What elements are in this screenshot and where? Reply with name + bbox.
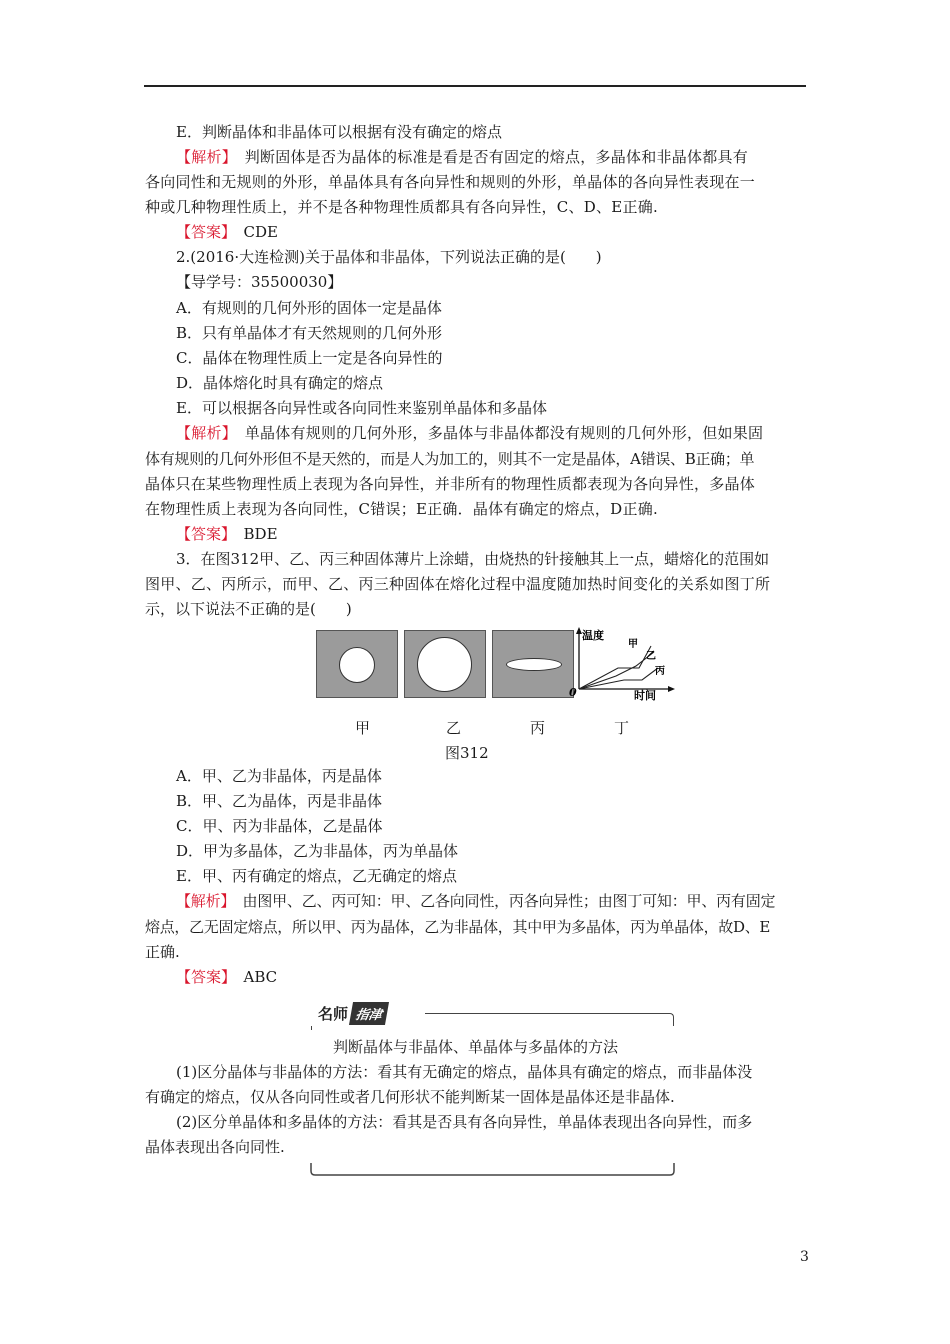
figure-312 (316, 630, 676, 700)
q2-option-e: E．可以根据各向异性或各向同性来鉴别单晶体和多晶体 (176, 399, 547, 417)
analysis-tag: 【解析】 (176, 148, 230, 166)
tip-header-corner (311, 1026, 320, 1030)
q3-option-c: C．甲、丙为非晶体，乙是晶体 (176, 817, 383, 835)
origin-label: 0 (569, 686, 577, 699)
figure-label-jia: 甲 (355, 719, 371, 737)
header-rule (144, 85, 806, 87)
analysis-text: 判断固体是否为晶体的标准是看是否有固定的熔点，多晶体和非晶体都具有 (244, 148, 749, 166)
q2-option-c: C．晶体在物理性质上一定是各向异性的 (176, 349, 443, 367)
q1-answer (176, 222, 838, 242)
x-axis-arrow (668, 686, 675, 692)
q1-option-e: E．判断晶体和非晶体可以根据有没有确定的熔点 (176, 123, 502, 141)
figure-label-bing: 丙 (530, 719, 546, 737)
q3-option-a: A．甲、乙为非晶体，丙是晶体 (176, 767, 382, 785)
q2-analysis-line-2: 体有规则的几何外形但不是天然的，而是人为加工的，则其不一定是晶体，A错误、B正确；单 (145, 450, 755, 468)
answer-tag: 【答案】 (176, 223, 229, 241)
tip-title: 判断晶体与非晶体、单晶体与多晶体的方法 (333, 1038, 619, 1056)
q3-stem-line-1: 3．在图312甲、乙、丙三种固体薄片上涂蜡，由烧热的针接触其上一点，蜡熔化的范围如 (176, 550, 770, 568)
q2-guide-number: 【导学号：35500030】 (176, 273, 343, 291)
curve-bing (579, 668, 658, 689)
tip-badge (315, 1001, 387, 1025)
q3-option-d: D．甲为多晶体，乙为非晶体，丙为单晶体 (176, 842, 459, 860)
panel-bing (492, 630, 574, 698)
answer-text: CDE (243, 223, 278, 241)
melt-circle-small (339, 647, 375, 683)
tip-header (311, 1000, 675, 1030)
tip-header-rule (425, 1013, 674, 1026)
q2-option-b: B．只有单晶体才有天然规则的几何外形 (176, 324, 443, 342)
panel-jia (316, 630, 398, 698)
q3-analysis-line-2: 熔点，乙无固定熔点，所以甲、丙为晶体，乙为非晶体，其中甲为多晶体，丙为单晶体，故D、E (145, 918, 771, 936)
figure-label-yi: 乙 (446, 719, 462, 737)
q2-analysis-line-3: 晶体只在某些物理性质上表现为各向异性，并非所有的物理性质都表现为各向异性，多晶体 (145, 475, 756, 493)
x-axis-label: 时间 (634, 689, 656, 702)
melt-ellipse (506, 658, 562, 671)
tip-paragraph-1-line-2: 有确定的熔点，仅从各向同性或者几何形状不能判断某一固体是晶体还是非晶体. (145, 1088, 675, 1106)
q3-stem-line-2: 图甲、乙、丙所示，而甲、乙、丙三种固体在熔化过程中温度随加热时间变化的关系如图丁所 (145, 575, 771, 593)
q3-answer (176, 967, 838, 987)
answer-tag: 【答案】 (176, 968, 229, 986)
q2-answer (176, 524, 838, 544)
q1-analysis-line-3: 种或几种物理性质上，并不是各种物理性质都具有各向异性，C、D、E正确. (145, 198, 658, 216)
q3-option-e: E．甲、丙有确定的熔点，乙无确定的熔点 (176, 867, 457, 885)
tip-paragraph-1-line-1: (1)区分晶体与非晶体的方法：看其有无确定的熔点，晶体具有确定的熔点，而非晶体没 (176, 1063, 753, 1081)
curve-label-jia: 甲 (628, 639, 638, 650)
page-number: 3 (800, 1249, 809, 1265)
answer-tag: 【答案】 (176, 525, 229, 543)
curve-jia (579, 646, 651, 689)
q3-stem-line-3: 示，以下说法不正确的是( ) (145, 600, 352, 618)
curve-label-bing: 丙 (655, 666, 665, 677)
curve-label-yi: 乙 (646, 651, 656, 662)
analysis-tag: 【解析】 (176, 892, 228, 910)
analysis-text: 单晶体有规则的几何外形，多晶体与非晶体都没有规则的几何外形，但如果固 (244, 424, 764, 442)
q3-option-b: B．甲、乙为晶体，丙是非晶体 (176, 792, 383, 810)
analysis-tag: 【解析】 (176, 424, 230, 442)
y-axis-label: 温度 (582, 629, 604, 642)
q1-analysis-line-1 (176, 147, 838, 167)
q2-analysis-line-1 (176, 423, 838, 443)
tip-badge-accent: 指津 (349, 1002, 389, 1025)
melt-circle-large (417, 637, 472, 692)
q2-analysis-line-4: 在物理性质上表现为各向同性，C错误；E正确．晶体有确定的熔点，D正确. (145, 500, 658, 518)
answer-text: ABC (243, 968, 278, 986)
q1-analysis-line-2: 各向同性和无规则的外形，单晶体具有各向异性和规则的外形，单晶体的各向异性表现在一 (145, 173, 756, 191)
figure-label-ding: 丁 (614, 719, 630, 737)
figure-caption: 图312 (445, 744, 489, 762)
tip-paragraph-2-line-1: (2)区分单晶体和多晶体的方法：看其是否具有各向异性，单晶体表现出各向异性，而多 (176, 1113, 753, 1131)
tip-paragraph-2-line-2: 晶体表现出各向同性. (145, 1138, 285, 1156)
answer-text: BDE (243, 525, 278, 543)
q2-option-a: A．有规则的几何外形的固体一定是晶体 (176, 299, 442, 317)
panel-yi (404, 630, 486, 698)
temperature-time-graph (566, 626, 678, 704)
q2-stem: 2.(2016·大连检测)关于晶体和非晶体，下列说法正确的是( ) (176, 248, 602, 266)
analysis-text: 由图甲、乙、丙可知：甲、乙各向同性，丙各向异性；由图丁可知：甲、丙有固定 (242, 892, 776, 910)
tip-badge-main: 名师 (318, 1004, 349, 1023)
q3-analysis-line-3: 正确. (145, 943, 180, 961)
q2-option-d: D．晶体熔化时具有确定的熔点 (176, 374, 384, 392)
q3-analysis-line-1 (176, 891, 838, 911)
tip-bottom-bracket (308, 1161, 678, 1177)
